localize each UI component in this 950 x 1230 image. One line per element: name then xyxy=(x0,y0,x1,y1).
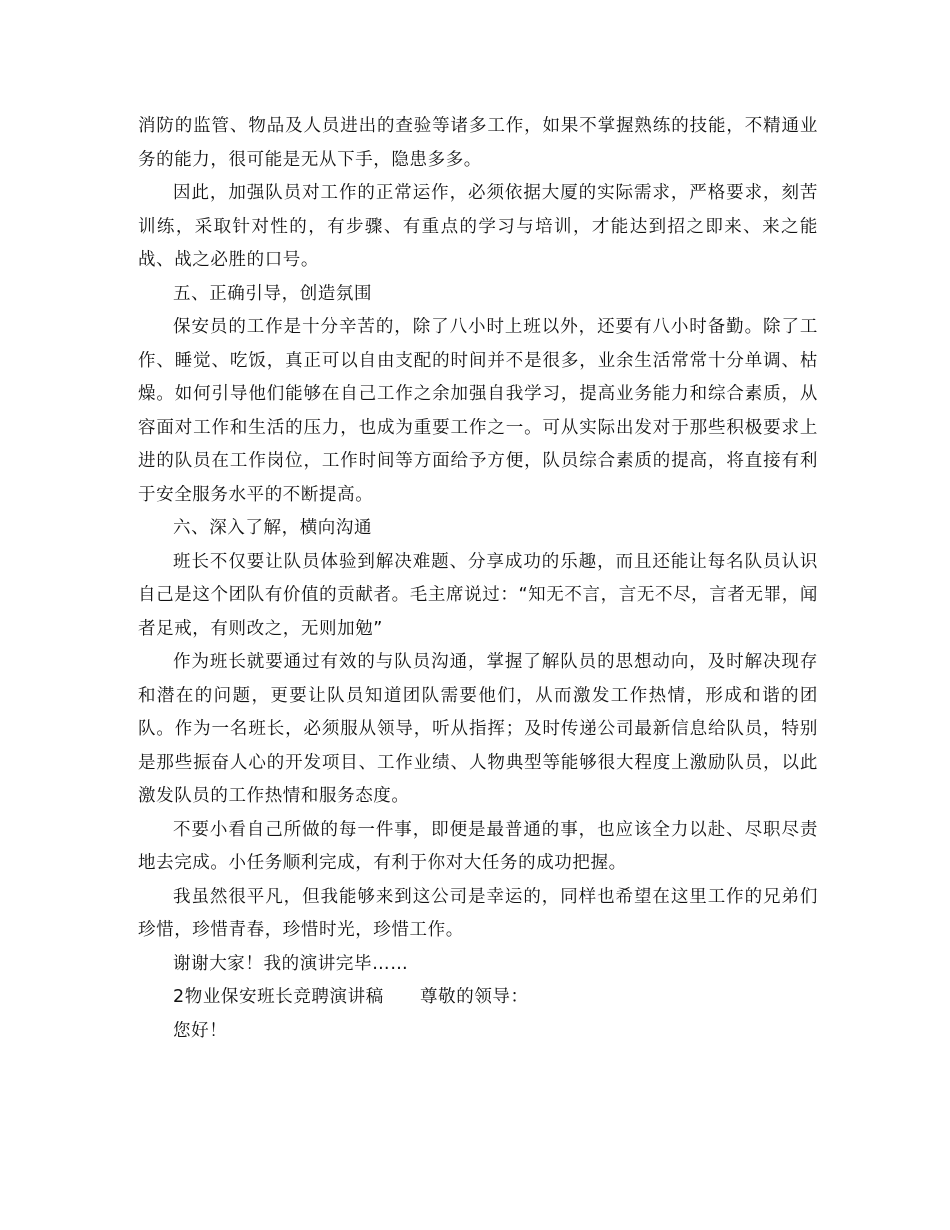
document-body xyxy=(138,110,818,1048)
paragraph-leadership: 作为班长就要通过有效的与队员沟通，掌握了解队员的思想动向，及时解决现存和潜在的问题，更要让队员知道团队需要他们，从而激发工作热情，形成和谐的团队。作为一名班长，必须服从领导，听从指挥；及时传递公司最新信息给队员，特别是那些振奋人心的开发项目、工作业绩、人物典型等能够很大程度上激励队员，以此激发队员的工作热情和服务态度。 xyxy=(138,652,818,806)
paragraph-communication: 班长不仅要让队员体验到解决难题、分享成功的乐趣，而且还能让每名队员认识自己是这个团队有价值的贡献者。毛主席说过：“知无不言，言无不尽，言者无罪，闻者足戒，有则改之，无则加勉” xyxy=(138,551,818,639)
section-heading-six: 六、深入了解，横向沟通 xyxy=(173,518,373,538)
next-speech-title: 2物业保安班长竞聘演讲稿 尊敬的领导： xyxy=(173,987,529,1007)
greeting-line: 您好！ xyxy=(173,1020,228,1041)
paragraph-gratitude: 我虽然很平凡，但我能够来到这公司是幸运的，同样也希望在这里工作的兄弟们珍惜，珍惜青春，珍惜时光，珍惜工作。 xyxy=(138,886,818,940)
paragraph-small-tasks: 不要小看自己所做的每一件事，即便是最普通的事，也应该全力以赴、尽职尽责地去完成。小任务顺利完成，有利于你对大任务的成功把握。 xyxy=(138,819,818,873)
paragraph-continuation: 消防的监管、物品及人员进出的查验等诸多工作，如果不掌握熟练的技能，不精通业务的能力，很可能是无从下手，隐患多多。 xyxy=(138,116,818,170)
paragraph-training: 因此，加强队员对工作的正常运作，必须依据大厦的实际需求，严格要求，刻苦训练，采取针对性的，有步骤、有重点的学习与培训，才能达到招之即来、来之能战、战之必胜的口号。 xyxy=(138,183,818,270)
section-heading-five: 五、正确引导，创造氛围 xyxy=(173,283,373,304)
paragraph-guidance: 保安员的工作是十分辛苦的，除了八小时上班以外，还要有八小时备勤。除了工作、睡觉、吃饭，真正可以自由支配的时间并不是很多，业余生活常常十分单调、枯燥。如何引导他们能够在自己工作之余加强自我学习，提高业务能力和综合素质，从容面对工作和生活的压力，也成为重要工作之一。可从实际出发对于那些积极要求上进的队员在工作岗位，工作时间等方面给予方便，队员综合素质的提高，将直接有利于安全服务水平的不断提高。 xyxy=(138,317,818,505)
paragraph-closing: 谢谢大家！我的演讲完毕…… xyxy=(173,953,409,974)
